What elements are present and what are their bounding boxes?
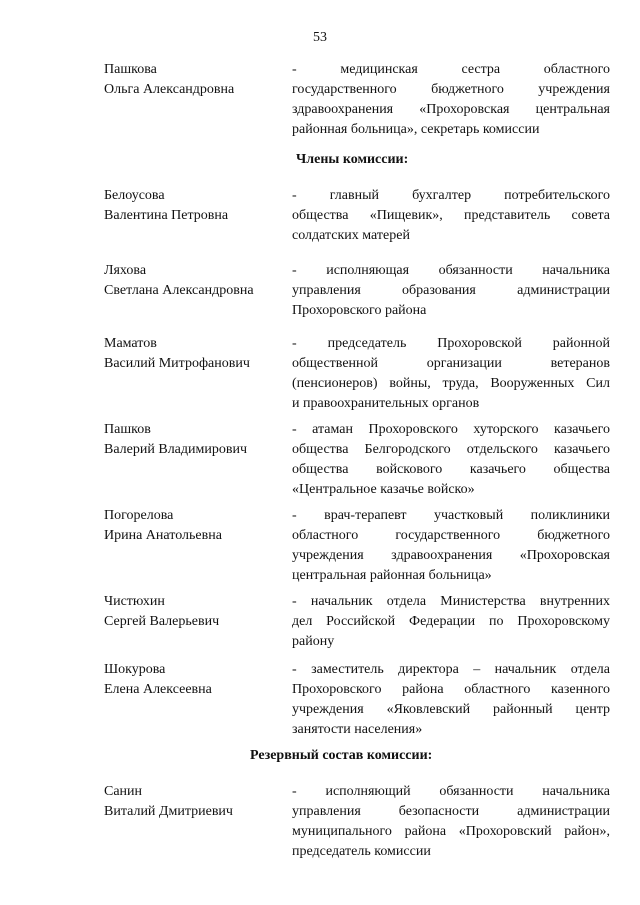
role-line: (пенсионеров) войны, труда, Вооруженных Сил xyxy=(292,376,610,391)
person-name xyxy=(104,334,284,374)
role-line: району xyxy=(292,634,335,649)
role-line: - медицинская сестра областного xyxy=(292,62,610,77)
role-description xyxy=(292,506,610,586)
role-description xyxy=(292,420,610,500)
role-description xyxy=(292,592,610,652)
given-names: Ольга Александровна xyxy=(104,82,235,97)
role-line: здравоохранения «Прохоровская центральная xyxy=(292,102,610,117)
role-description xyxy=(292,782,610,862)
person-name xyxy=(104,60,284,100)
role-line: - председатель Прохоровской районной xyxy=(292,336,610,351)
given-names: Ирина Анатольевна xyxy=(104,528,222,543)
role-line: и правоохранительных органов xyxy=(292,396,480,411)
given-names: Елена Алексеевна xyxy=(104,682,212,697)
role-line: муниципального района «Прохоровский район», xyxy=(292,824,610,839)
role-line: центральная районная больница» xyxy=(292,568,492,583)
given-names: Валерий Владимирович xyxy=(104,442,248,457)
surname: Пашкова xyxy=(104,62,157,77)
reserve-heading: Резервный состав комиссии: xyxy=(250,748,433,763)
role-line: дел Российской Федерации по Прохоровскому xyxy=(292,614,610,629)
given-names: Светлана Александровна xyxy=(104,283,254,298)
role-line: - атаман Прохоровского хуторского казачьего xyxy=(292,422,610,437)
role-description xyxy=(292,186,610,246)
role-description xyxy=(292,60,610,140)
given-names: Виталий Дмитриевич xyxy=(104,804,233,819)
surname: Шокурова xyxy=(104,662,166,677)
role-description xyxy=(292,334,610,414)
surname: Погорелова xyxy=(104,508,174,523)
role-line: Прохоровского района xyxy=(292,303,427,318)
surname: Санин xyxy=(104,784,143,799)
role-line: занятости населения» xyxy=(292,722,423,737)
role-line: - исполняющий обязанности начальника xyxy=(292,784,610,799)
given-names: Сергей Валерьевич xyxy=(104,614,220,629)
person-name xyxy=(104,592,284,632)
person-name xyxy=(104,506,284,546)
role-line: - главный бухгалтер потребительского xyxy=(292,188,610,203)
page-number: 53 xyxy=(313,30,327,45)
person-name xyxy=(104,186,284,226)
role-line: председатель комиссии xyxy=(292,844,431,859)
role-line: государственного бюджетного учреждения xyxy=(292,82,610,97)
role-line: общества Белгородского отдельского казачьего xyxy=(292,442,610,457)
role-line: - врач-терапевт участковый поликлиники xyxy=(292,508,610,523)
role-line: - начальник отдела Министерства внутренних xyxy=(292,594,610,609)
surname: Пашков xyxy=(104,422,151,437)
given-names: Василий Митрофанович xyxy=(104,356,250,371)
person-name xyxy=(104,782,284,822)
given-names: Валентина Петровна xyxy=(104,208,229,223)
person-name xyxy=(104,261,284,301)
role-line: общественной организации ветеранов xyxy=(292,356,610,371)
role-description xyxy=(292,660,610,740)
role-line: управления безопасности администрации xyxy=(292,804,610,819)
role-line: - исполняющая обязанности начальника xyxy=(292,263,610,278)
role-description xyxy=(292,261,610,321)
role-line: районная больница», секретарь комиссии xyxy=(292,122,540,137)
role-line: учреждения здравоохранения «Прохоровская xyxy=(292,548,610,563)
person-name xyxy=(104,420,284,460)
role-line: «Центральное казачье войско» xyxy=(292,482,475,497)
role-line: областного государственного бюджетного xyxy=(292,528,610,543)
role-line: - заместитель директора – начальник отдела xyxy=(292,662,610,677)
role-line: солдатских матерей xyxy=(292,228,410,243)
surname: Маматов xyxy=(104,336,157,351)
role-line: учреждения «Яковлевский районный центр xyxy=(292,702,610,717)
role-line: управления образования администрации xyxy=(292,283,610,298)
role-line: общества «Пищевик», представитель совета xyxy=(292,208,610,223)
surname: Белоусова xyxy=(104,188,165,203)
role-line: Прохоровского района областного казенного xyxy=(292,682,610,697)
surname: Чистюхин xyxy=(104,594,165,609)
role-line: общества войскового казачьего общества xyxy=(292,462,610,477)
members-heading: Члены комиссии: xyxy=(296,152,409,167)
person-name xyxy=(104,660,284,700)
surname: Ляхова xyxy=(104,263,147,278)
